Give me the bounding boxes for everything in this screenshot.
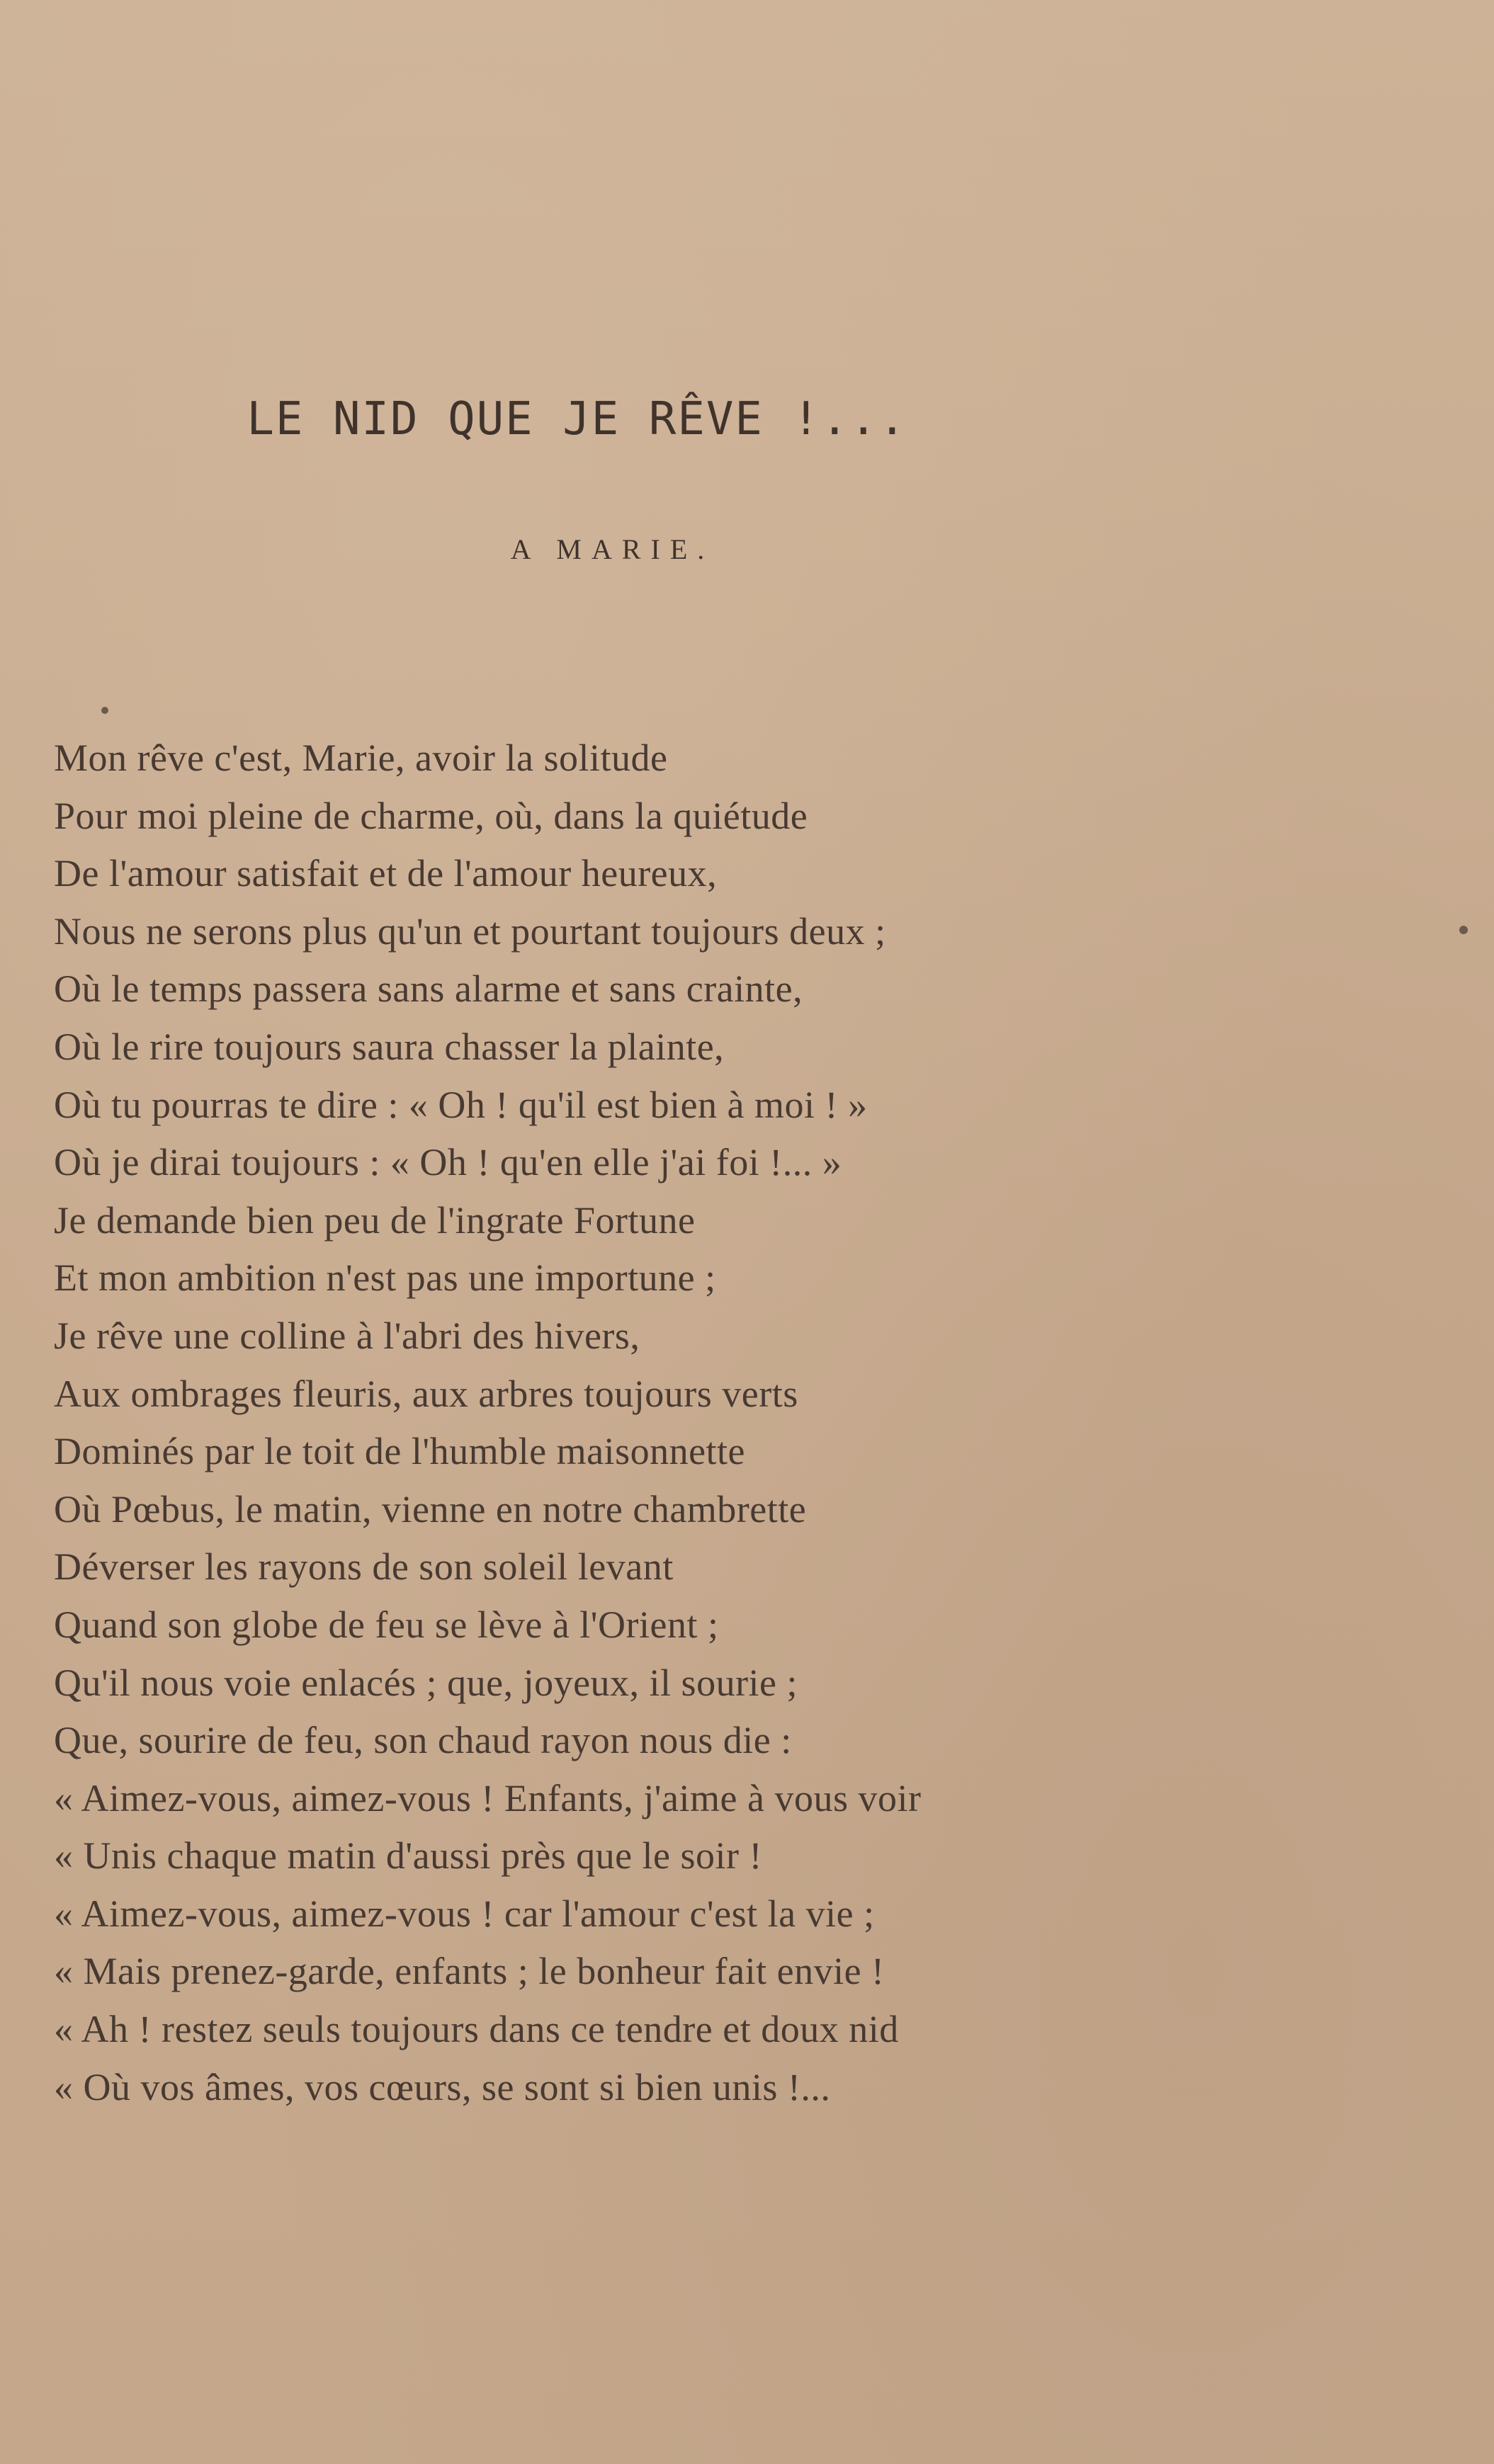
poem-body <box>54 729 1400 2116</box>
poem-line: Mon rêve c'est, Marie, avoir la solitude <box>54 737 668 779</box>
poem-line: « Où vos âmes, vos cœurs, se sont si bien unis !... <box>54 2065 831 2108</box>
poem-line: « Aimez-vous, aimez-vous ! Enfants, j'aime à vous voir <box>54 1776 922 1819</box>
poem-line: « Mais prenez-garde, enfants ; le bonheur fait envie ! <box>54 1950 885 1993</box>
poem-line: « Ah ! restez seuls toujours dans ce tendre et doux nid <box>54 2008 899 2051</box>
poem-line: Pour moi pleine de charme, où, dans la quiétude <box>54 794 808 837</box>
poem-line: Dominés par le toit de l'humble maisonnette <box>54 1430 746 1473</box>
poem-line: Où Pœbus, le matin, vienne en notre chambrette <box>54 1487 807 1531</box>
poem-line: Nous ne serons plus qu'un et pourtant toujours deux ; <box>54 909 886 953</box>
poem-line: Déverser les rayons de son soleil levant <box>54 1545 674 1589</box>
poem-line: Aux ombrages fleuris, aux arbres toujours verts <box>54 1372 798 1415</box>
poem-line: Qu'il nous voie enlacés ; que, joyeux, il sourie ; <box>54 1661 798 1704</box>
ink-speck <box>1459 926 1468 934</box>
poem-line: « Aimez-vous, aimez-vous ! car l'amour c'est la vie ; <box>54 1892 875 1935</box>
dedication: A MARIE. <box>510 533 715 565</box>
poem-line: Je demande bien peu de l'ingrate Fortune <box>54 1198 696 1242</box>
poem-line: Où le temps passera sans alarme et sans crainte, <box>54 967 803 1011</box>
poem-line: Où le rire toujours saura chasser la plainte, <box>54 1025 725 1068</box>
poem-line: Où je dirai toujours : « Oh ! qu'en elle j'ai foi !... » <box>54 1141 842 1184</box>
poem-line: « Unis chaque matin d'aussi près que le soir ! <box>54 1834 763 1878</box>
poem-line: Quand son globe de feu se lève à l'Orient ; <box>54 1603 719 1646</box>
poem-line: Et mon ambition n'est pas une importune ; <box>54 1256 716 1300</box>
poem-line: De l'amour satisfait et de l'amour heureux, <box>54 852 718 895</box>
poem-line: Que, sourire de feu, son chaud rayon nous die : <box>54 1719 792 1762</box>
ink-speck <box>101 707 108 714</box>
poem-title: LE NID QUE JE RÊVE !... <box>247 393 907 445</box>
poem-line: Je rêve une colline à l'abri des hivers, <box>54 1314 640 1357</box>
poem-line: Où tu pourras te dire : « Oh ! qu'il est bien à moi ! » <box>54 1083 868 1126</box>
